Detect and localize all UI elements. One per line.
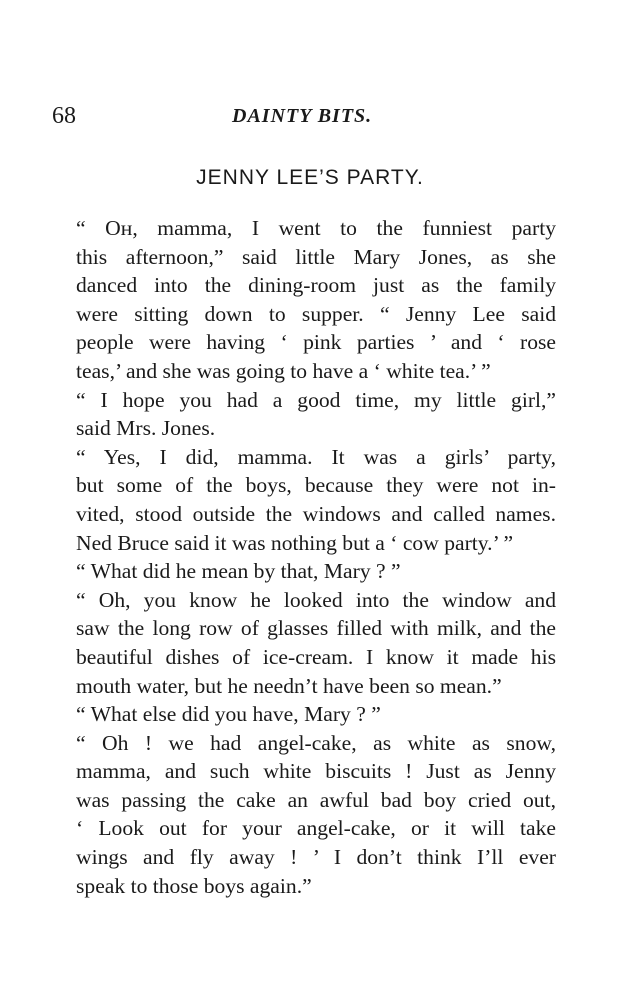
text-line: “ What did he mean by that, Mary ? ” bbox=[76, 559, 401, 584]
paragraph bbox=[48, 214, 556, 386]
text-line: mamma, and such white biscuits ! Just as Jenny bbox=[76, 759, 556, 784]
text-line: “ Oh ! we had angel-cake, as white as snow, bbox=[76, 730, 556, 755]
paragraph bbox=[48, 443, 556, 557]
text-line: people were having ‘ pink parties ’ and ‘ rose bbox=[76, 330, 556, 355]
story-text bbox=[48, 214, 556, 900]
text-line: beautiful dishes of ice-cream. I know it made his bbox=[76, 644, 556, 669]
text-line: “ Yes, I did, mamma. It was a girls’ party, bbox=[76, 444, 556, 469]
text-line: said Mrs. Jones. bbox=[76, 416, 216, 441]
text-line: “ Oʜ, mamma, I went to the funniest party bbox=[76, 216, 556, 240]
text-line: “ I hope you had a good time, my little girl,” bbox=[76, 387, 556, 412]
text-line: were sitting down to supper. “ Jenny Lee said bbox=[76, 301, 556, 326]
paragraph bbox=[48, 557, 556, 586]
paragraph bbox=[48, 700, 556, 729]
paragraph bbox=[48, 386, 556, 443]
text-line: wings and fly away ! ’ I don’t think I’ll ever bbox=[76, 845, 556, 870]
text-line: danced into the dining-room just as the family bbox=[76, 273, 556, 298]
text-line: was passing the cake an awful bad boy cried out, bbox=[76, 787, 556, 812]
text-line: this afternoon,” said little Mary Jones, as she bbox=[76, 244, 556, 269]
running-title: DAINTY BITS. bbox=[232, 105, 373, 127]
text-line: “ What else did you have, Mary ? ” bbox=[76, 702, 381, 727]
text-line: mouth water, but he needn’t have been so mean.” bbox=[76, 673, 502, 698]
text-line: speak to those boys again.” bbox=[76, 873, 312, 898]
chapter-title: JENNY LEE’S PARTY. bbox=[196, 166, 424, 189]
text-line: vited, stood outside the windows and called names. bbox=[76, 501, 556, 526]
text-line: teas,’ and she was going to have a ‘ white tea.’ ” bbox=[76, 358, 491, 383]
running-head bbox=[52, 103, 572, 135]
text-line: “ Oh, you know he looked into the window and bbox=[76, 587, 556, 612]
text-line: ‘ Look out for your angel-cake, or it will take bbox=[76, 816, 556, 841]
text-line: but some of the boys, because they were not in- bbox=[76, 473, 556, 498]
text-line: Ned Bruce said it was nothing but a ‘ cow party.’ ” bbox=[76, 530, 514, 555]
paragraph bbox=[48, 586, 556, 700]
text-line: saw the long row of glasses filled with milk, and the bbox=[76, 616, 556, 641]
page-number: 68 bbox=[52, 103, 76, 129]
paragraph bbox=[48, 729, 556, 901]
